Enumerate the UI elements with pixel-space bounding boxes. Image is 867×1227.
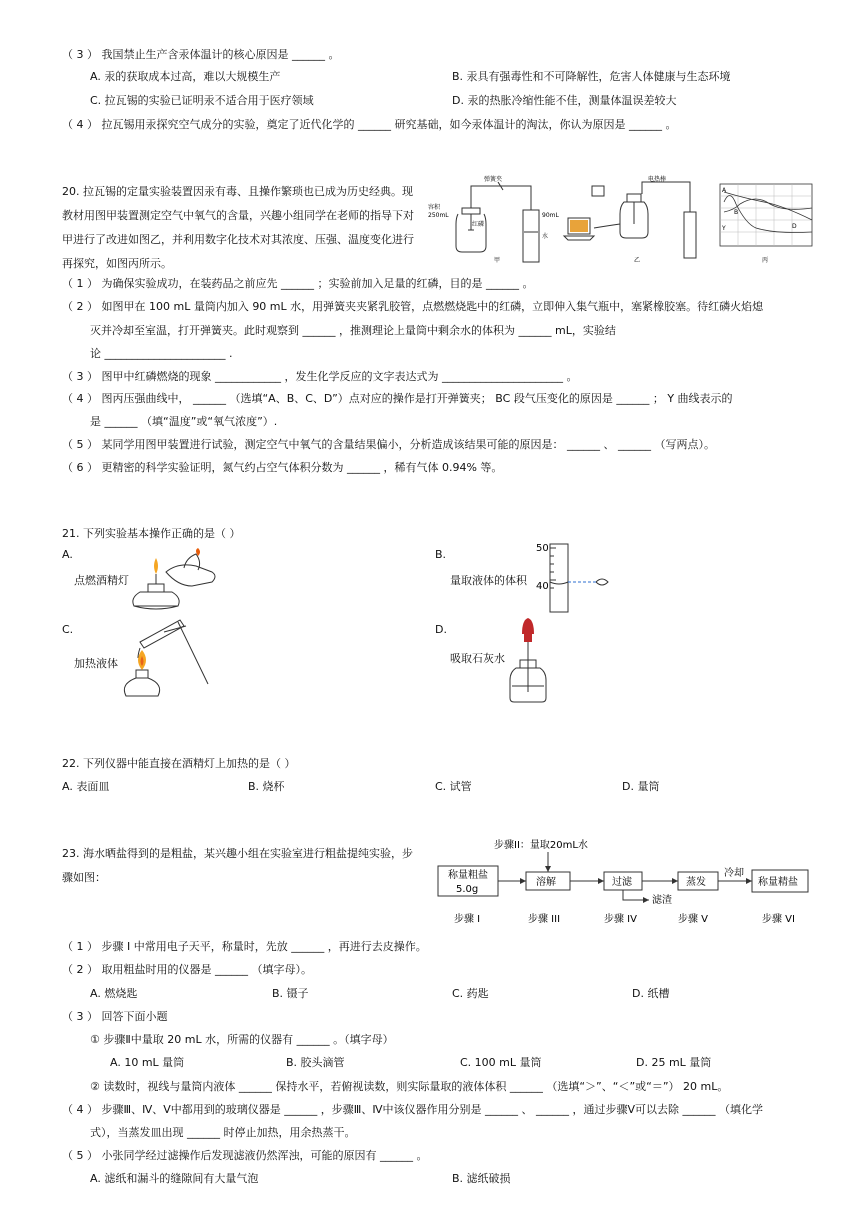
q23-intro-line1: 23. 海水晒盐得到的是粗盐，某兴趣小组在实验室进行粗盐提纯实验，步 <box>62 847 413 860</box>
q19-part3: （ 3 ） 我国禁止生产含汞体温计的核心原因是 ______ 。 <box>62 48 340 61</box>
q20-intro-line3: 甲进行了改进如图乙，并利用数字化技术对其浓度、压强、温度变化进行 <box>62 233 414 246</box>
flow-box-dissolve: 溶解 <box>536 877 556 888</box>
flow-step6: 步骤 VI <box>762 914 795 925</box>
fig-volume-label: 容积 <box>428 204 441 211</box>
q21-a-lighting-lamp-image <box>126 548 226 614</box>
q20-part4-line2: 是 ______ （填“温度”或“氧气浓度”）. <box>90 415 278 428</box>
q23-part3: （ 3 ） 回答下面小题 <box>62 1010 168 1023</box>
flow-step3: 步骤 III <box>528 914 561 925</box>
q20-part2-line2: 灭并冷却至室温，打开弹簧夹。此时观察到 ______ ，推测理论上量筒中剩余水的体积为 ______ mL，实验结 <box>90 324 616 337</box>
q23-part2-option-d: D. 纸槽 <box>632 987 670 1000</box>
svg-text:A: A <box>722 187 727 194</box>
q21-stem: 21. 下列实验基本操作正确的是（ ） <box>62 527 241 540</box>
q23-part4-line1: （ 4 ） 步骤Ⅲ、Ⅳ、Ⅴ中都用到的玻璃仪器是 ______ ，步骤Ⅲ、Ⅳ中该仪器作用分别是 ______ 、 ______ ，通过步骤Ⅴ可以去除 ______ （填化学 <box>62 1103 763 1116</box>
svg-text:Y: Y <box>722 225 726 232</box>
flow-step4: 步骤 IV <box>604 914 637 925</box>
q23-part2: （ 2 ） 取用粗盐时用的仪器是 ______ （填字母）。 <box>62 963 312 976</box>
q21-option-b: B. <box>435 548 447 561</box>
q20-part4-line1: （ 4 ） 图丙压强曲线中， ______ （选填“A、B、C、D”）点对应的操作是打开弹簧夹； BC 段气压变化的原因是 ______ ； Y 曲线表示的 <box>62 392 733 405</box>
q20-intro-line1: 20. 拉瓦锡的定量实验装置因汞有毒、且操作繁琐也已成为历史经典。现 <box>62 185 413 198</box>
q19-option-a: A. 汞的获取成本过高，难以大规模生产 <box>90 70 281 83</box>
q22-option-c: C. 试管 <box>435 780 472 793</box>
flow-cool-label: 冷却 <box>724 868 744 879</box>
fig-volume-value: 250mL <box>428 212 449 219</box>
q23-part5-option-a: A. 滤纸和漏斗的缝隙间有大量气泡 <box>90 1172 259 1185</box>
q20-part3: （ 3 ） 图甲中红磷燃烧的现象 ____________ ，发生化学反应的文字表达式为 ______________________ 。 <box>62 370 578 383</box>
q22-option-a: A. 表面皿 <box>62 780 110 793</box>
q21-option-a: A. <box>62 548 73 561</box>
q23-flowchart <box>428 836 813 928</box>
flow-step5: 步骤 V <box>678 914 709 925</box>
svg-text:B: B <box>734 209 739 216</box>
fig-jia-caption: 甲 <box>494 257 501 264</box>
fig-cylinder-label: 90mL <box>542 212 559 219</box>
q21-c-heating-tube-image <box>118 614 214 706</box>
q23-part1: （ 1 ） 步骤 I 中常用电子天平，称量时，先放 ______ ，再进行去皮操作。 <box>62 940 427 953</box>
q19-option-d: D. 汞的热胀冷缩性能不佳，测量体温误差较大 <box>452 94 677 107</box>
q21-b-cylinder-reading-image <box>500 540 612 614</box>
svg-text:D: D <box>792 223 797 230</box>
fig-water-label: 水 <box>542 233 549 240</box>
q23-part3-option-d: D. 25 mL 量筒 <box>636 1056 712 1069</box>
q21-option-b-caption: 量取液体的体积 <box>450 574 527 587</box>
q23-part3-sub2: ② 读数时，视线与量筒内液体 ______ 保持水平，若俯视读数，则实际量取的液体体积 ______ （选填“＞”、“＜”或“＝”） 20 mL。 <box>90 1080 729 1093</box>
q23-part3-sub1: ① 步骤Ⅱ中量取 20 mL 水，所需的仪器有 ______ 。（填字母） <box>90 1033 394 1046</box>
fig-sensor-label: 电热棒 <box>648 176 667 183</box>
q20-apparatus-figure <box>428 172 813 264</box>
q23-part3-option-c: C. 100 mL 量筒 <box>460 1056 542 1069</box>
flow-box1-line1: 称量粗盐 <box>448 870 488 881</box>
q20-part2-line1: （ 2 ） 如图甲在 100 mL 量筒内加入 90 mL 水，用弹簧夹夹紧乳胶管，点燃燃烧匙中的红磷，立即伸入集气瓶中，塞紧橡胶塞。待红磷火焰熄 <box>62 300 764 313</box>
q20-part1: （ 1 ） 为确保实验成功，在装药品之前应先 ______ ；实验前加入足量的红磷，目的是 ______ 。 <box>62 277 534 290</box>
fig-phosphorus-label: 红磷 <box>472 221 485 228</box>
q21-option-c-caption: 加热液体 <box>74 657 118 670</box>
q23-part2-option-c: C. 药匙 <box>452 987 489 1000</box>
q22-stem: 22. 下列仪器中能直接在酒精灯上加热的是（ ） <box>62 757 296 770</box>
q23-part4-line2: 式），当蒸发皿出现 ______ 时停止加热，用余热蒸干。 <box>90 1126 356 1139</box>
q21-b-tick-40: 40 <box>536 581 549 592</box>
q20-part5: （ 5 ） 某同学用图甲装置进行试验，测定空气中氧气的含量结果偏小，分析造成该结果可能的原因是： ______ 、 ______ （写两点）。 <box>62 438 715 451</box>
q21-option-a-caption: 点燃酒精灯 <box>74 574 129 587</box>
q21-option-d-caption: 吸取石灰水 <box>450 652 505 665</box>
q21-option-c: C. <box>62 623 74 636</box>
q20-part2-line3: 论 ______________________ . <box>90 347 233 360</box>
q21-b-tick-50: 50 <box>536 543 549 554</box>
flow-box-evaporate: 蒸发 <box>686 877 706 888</box>
q21-d-dropper-image <box>500 610 560 706</box>
q23-part5: （ 5 ） 小张同学经过滤操作后发现滤液仍然浑浊，可能的原因有 ______ 。 <box>62 1149 428 1162</box>
q23-part2-option-b: B. 镊子 <box>272 987 309 1000</box>
q23-part3-option-b: B. 胶头滴管 <box>286 1056 345 1069</box>
q23-part5-option-b: B. 滤纸破损 <box>452 1172 511 1185</box>
q23-part3-option-a: A. 10 mL 量筒 <box>110 1056 185 1069</box>
flow-box-filter: 过滤 <box>612 877 632 888</box>
q19-part4: （ 4 ） 拉瓦锡用汞探究空气成分的实验，奠定了近代化学的 ______ 研究基础，如今汞体温计的淘汰，你认为原因是 ______ 。 <box>62 118 677 131</box>
q20-intro-line4: 再探究，如图丙所示。 <box>62 257 172 270</box>
flow-step1: 步骤 I <box>454 914 481 925</box>
q21-option-d: D. <box>435 623 447 636</box>
q20-part6: （ 6 ） 更精密的科学实验证明，氮气约占空气体积分数为 ______ ，稀有气体 0.94% 等。 <box>62 461 503 474</box>
q22-option-b: B. 烧杯 <box>248 780 285 793</box>
q23-part2-option-a: A. 燃烧匙 <box>90 987 138 1000</box>
fig-bing-caption: 丙 <box>762 257 769 264</box>
q19-option-c: C. 拉瓦锡的实验已证明汞不适合用于医疗领域 <box>90 94 314 107</box>
flow-residue-label: 滤渣 <box>652 895 672 906</box>
flow-box1-line2: 5.0g <box>456 884 479 895</box>
fig-yi-caption: 乙 <box>634 257 641 264</box>
q22-option-d: D. 量筒 <box>622 780 660 793</box>
flow-box-weigh-salt: 称量精盐 <box>758 877 798 888</box>
flow-step2-label: 步骤II：量取20mL水 <box>494 840 588 851</box>
fig-clip-label: 弹簧夹 <box>484 176 503 183</box>
q19-option-b: B. 汞具有强毒性和不可降解性，危害人体健康与生态环境 <box>452 70 731 83</box>
q20-intro-line2: 教材用图甲装置测定空气中氧气的含量，兴趣小组同学在老师的指导下对 <box>62 209 414 222</box>
q23-intro-line2: 骤如图： <box>62 871 106 884</box>
